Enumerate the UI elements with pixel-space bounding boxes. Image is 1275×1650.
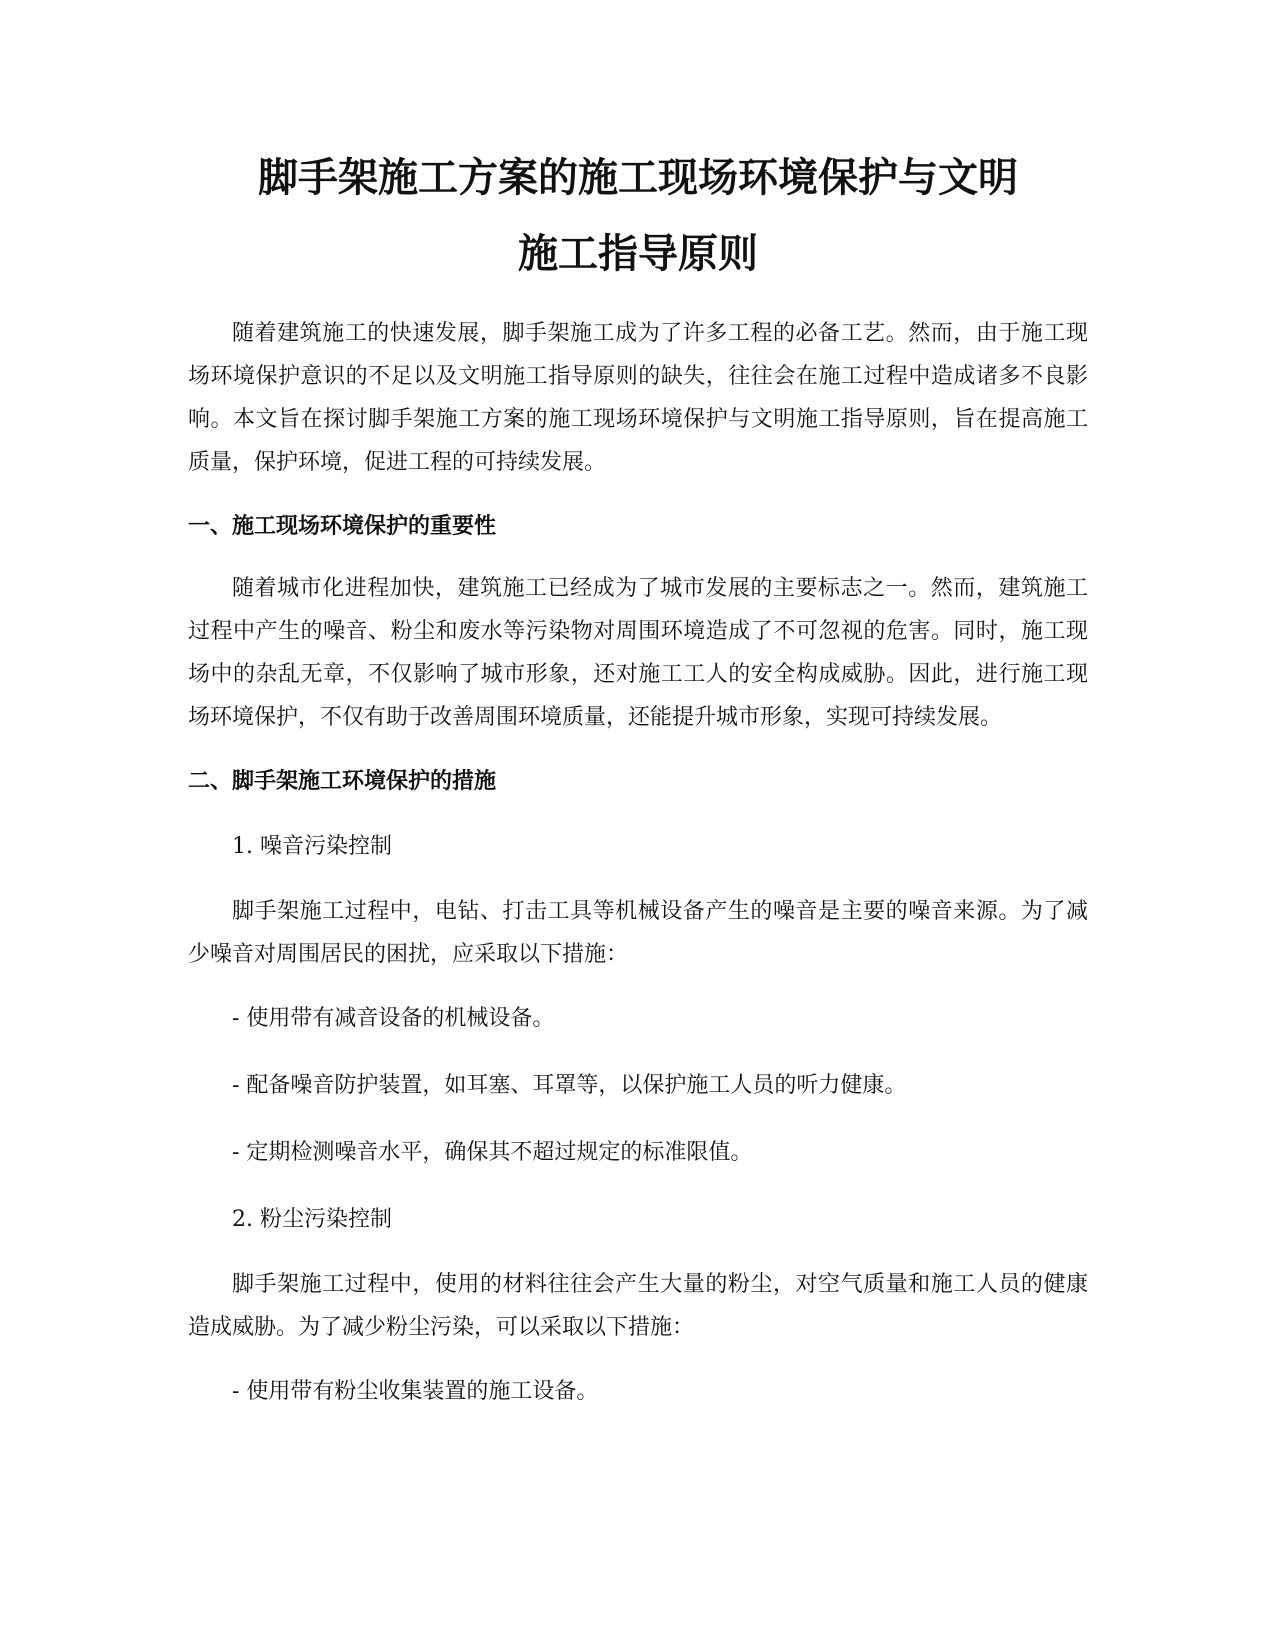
section-1-heading: 一、施工现场环境保护的重要性: [188, 514, 497, 539]
dust-bullet-1: - 使用带有粉尘收集装置的施工设备。: [232, 1379, 599, 1404]
noise-control-heading: 1. 噪音污染控制: [232, 834, 392, 859]
noise-bullet-2: - 配备噪音防护装置，如耳塞、耳罩等，以保护施工人员的听力健康。: [232, 1073, 907, 1098]
title-line-2: 施工指导原则: [518, 231, 758, 277]
title-line-1: 脚手架施工方案的施工现场环境保护与文明: [258, 155, 1018, 201]
section-2-heading: 二、脚手架施工环境保护的措施: [188, 769, 497, 794]
noise-bullet-3: - 定期检测噪音水平，确保其不超过规定的标准限值。: [232, 1140, 753, 1165]
document-title: [188, 140, 1088, 292]
document-page: [188, 140, 1088, 1437]
dust-control-heading: 2. 粉尘污染控制: [232, 1207, 392, 1232]
noise-bullet-1: - 使用带有减音设备的机械设备。: [232, 1006, 555, 1031]
section-1-paragraph: 随着城市化进程加快，建筑施工已经成为了城市发展的主要标志之一。然而，建筑施工过程中产生的噪音、粉尘和废水等污染物对周围环境造成了不可忽视的危害。同时，施工现场中的杂乱无章，不仅影响了城市形象，还对施工工人的安全构成威胁。因此，进行施工现场环境保护，不仅有助于改善周围环境质量，还能提升城市形象，实现可持续发展。: [188, 576, 1088, 730]
noise-control-paragraph: 脚手架施工过程中，电钻、打击工具等机械设备产生的噪音是主要的噪音来源。为了减少噪音对周围居民的困扰，应采取以下措施：: [188, 899, 1088, 967]
dust-control-paragraph: 脚手架施工过程中，使用的材料往往会产生大量的粉尘，对空气质量和施工人员的健康造成威胁。为了减少粉尘污染，可以采取以下措施：: [188, 1272, 1088, 1340]
intro-paragraph: 随着建筑施工的快速发展，脚手架施工成为了许多工程的必备工艺。然而，由于施工现场环境保护意识的不足以及文明施工指导原则的缺失，往往会在施工过程中造成诸多不良影响。本文旨在探讨脚手架施工方案的施工现场环境保护与文明施工指导原则，旨在提高施工质量，保护环境，促进工程的可持续发展。: [188, 321, 1088, 475]
